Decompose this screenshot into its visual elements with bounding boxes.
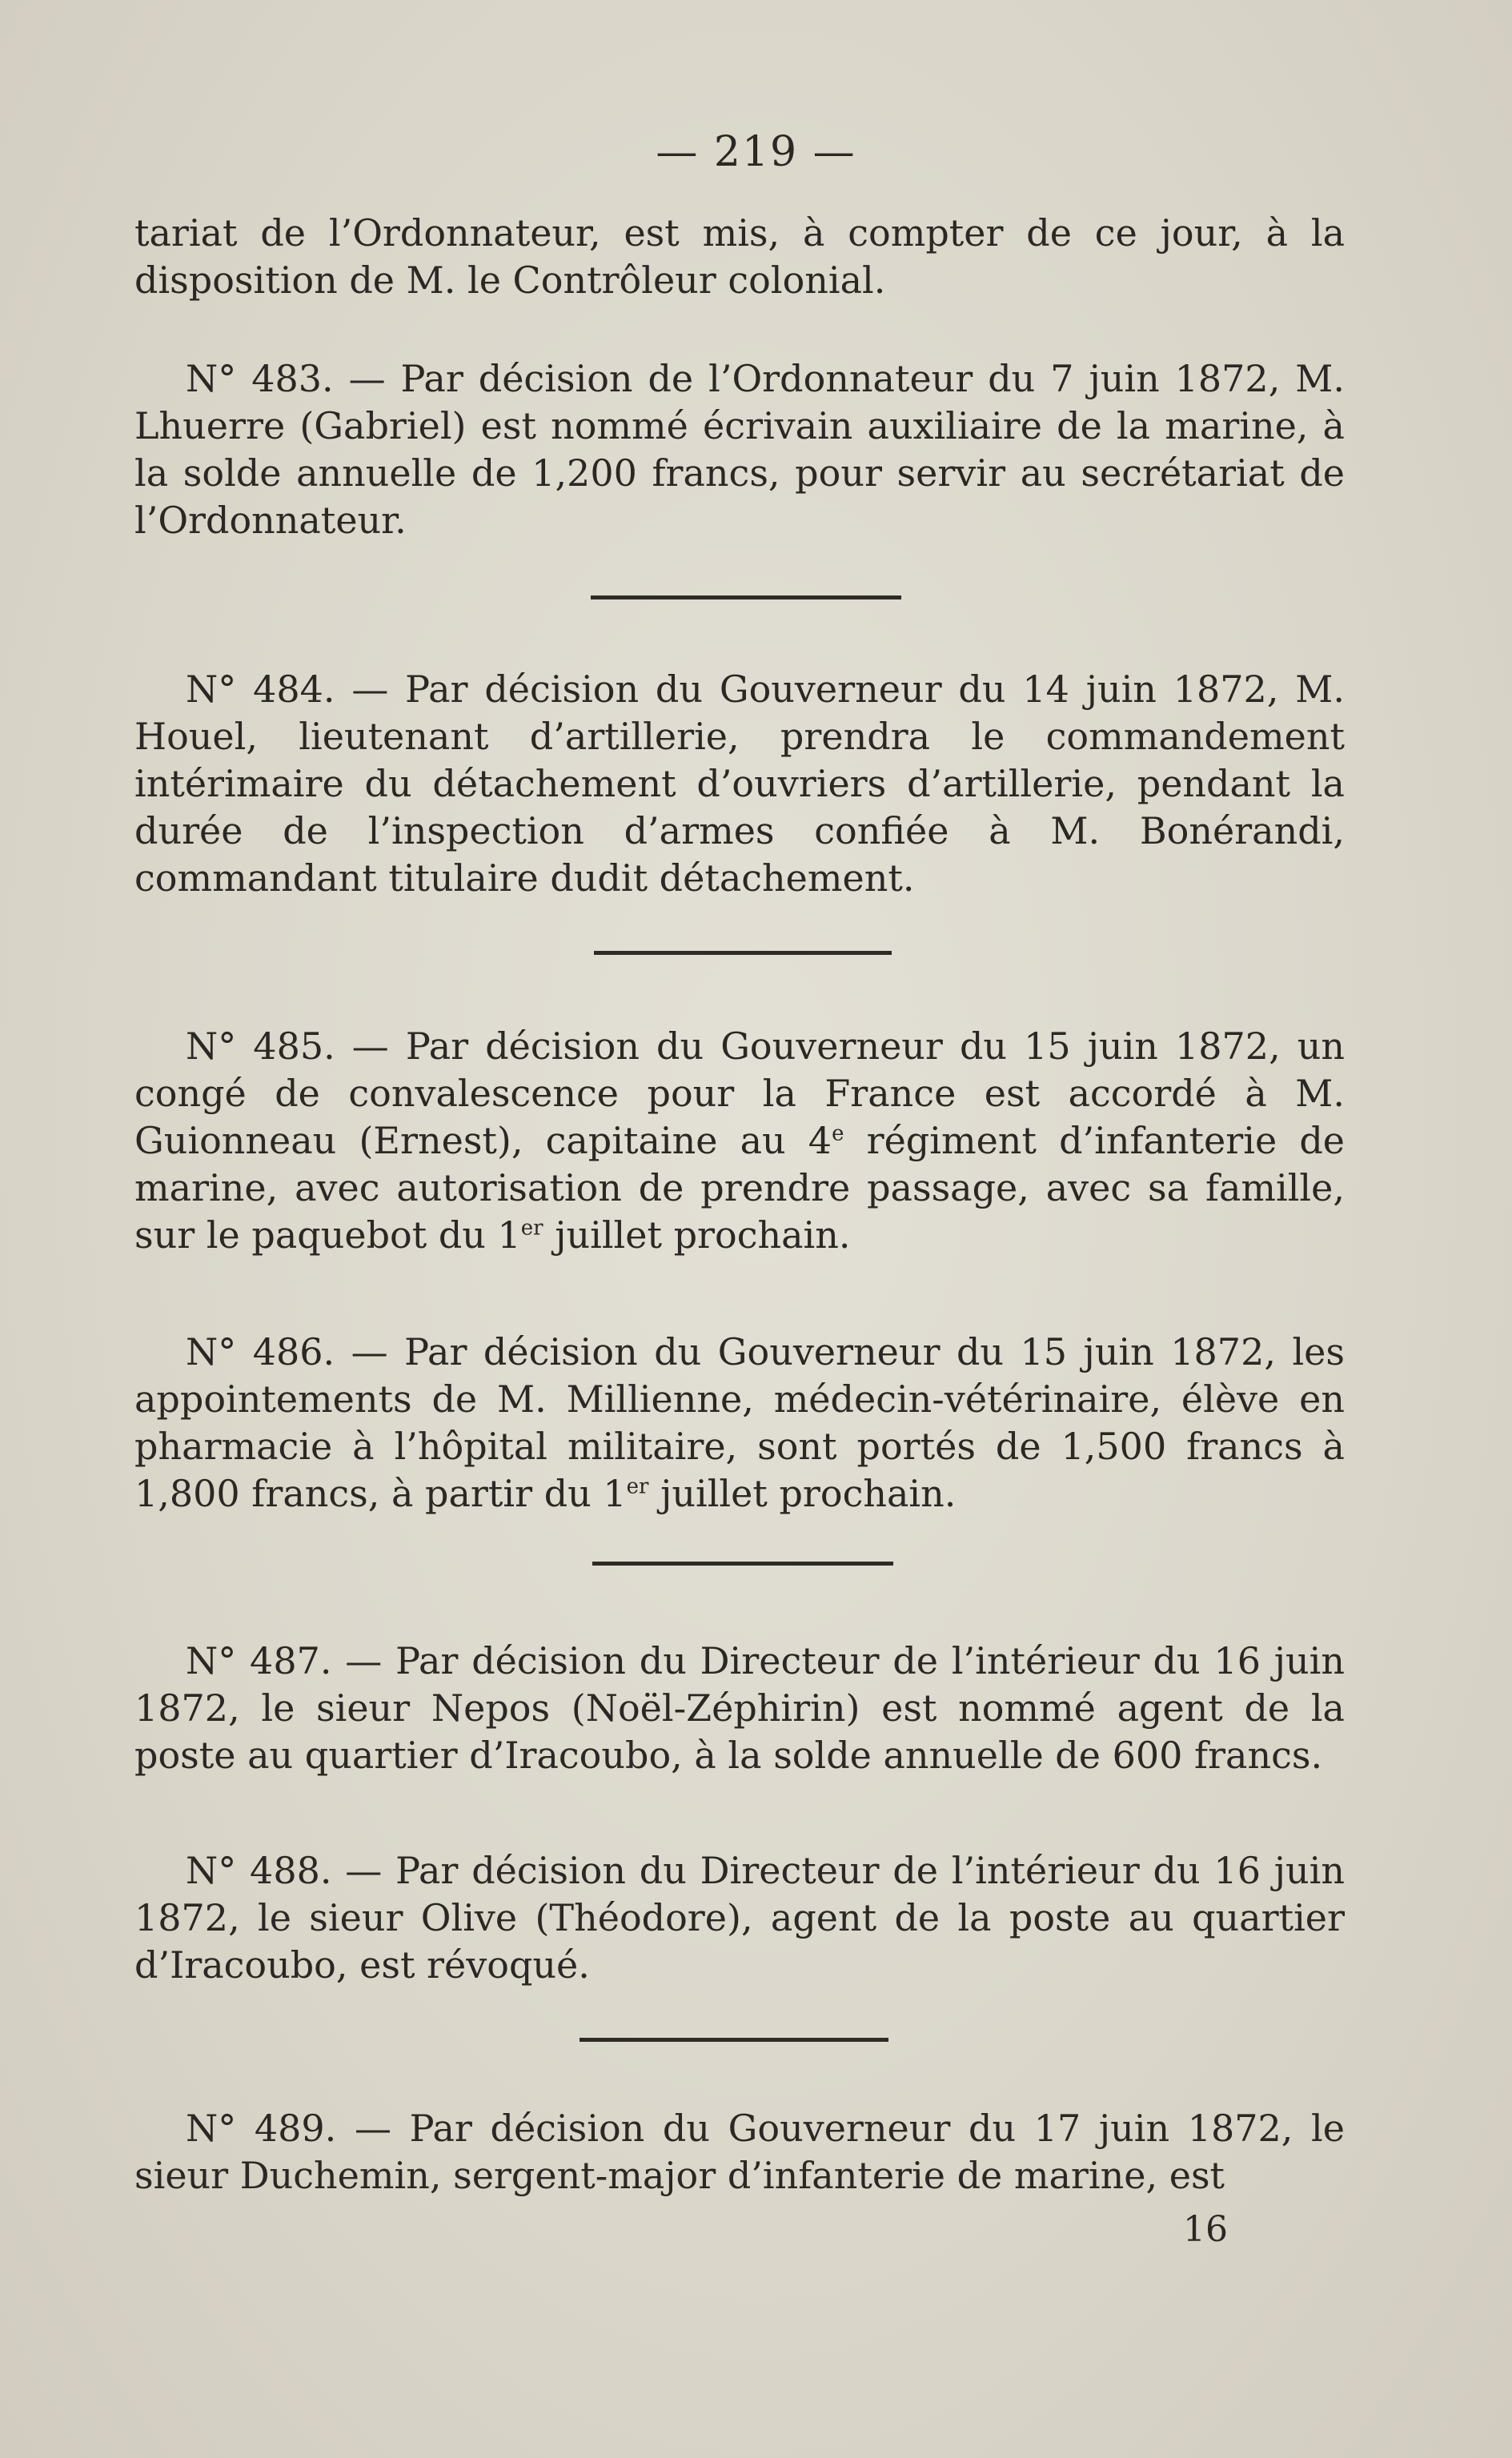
signature-mark: 16 [1183, 2209, 1228, 2250]
paragraph-485 [134, 1023, 1345, 1259]
paragraph-text: tariat de l’Ordonnateur, est mis, à compter de ce jour, à la disposition de M. le Contrôleur colonial. [134, 211, 1345, 302]
paragraph-483 [134, 355, 1345, 544]
separator-rule [580, 2038, 888, 2042]
paragraph-484 [134, 666, 1345, 902]
paragraph-continuation [134, 210, 1345, 304]
paragraph-text: N° 487. — Par décision du Directeur de l’intérieur du 16 juin 1872, le sieur Nepos (Noël-Zéphirin) est nommé agent de la poste au quartier d’Iracoubo, à la solde annuelle de 600 francs. [134, 1639, 1345, 1777]
paragraph-text: N° 488. — Par décision du Directeur de l’intérieur du 16 juin 1872, le sieur Olive (Théodore), agent de la poste au quartier d’Iracoubo, est révoqué. [134, 1849, 1345, 1987]
paragraph-487 [134, 1638, 1345, 1779]
page-number: — 219 — [656, 128, 856, 176]
paragraph-text: N° 483. — Par décision de l’Ordonnateur du 7 juin 1872, M. Lhuerre (Gabriel) est nommé écrivain auxiliaire de la marine, à la solde annuelle de 1,200 francs, pour servir au secrétariat de l’Ordonnateur. [134, 357, 1345, 542]
paragraph-488 [134, 1847, 1345, 1989]
paragraph-text: N° 485. — Par décision du Gouverneur du 15 juin 1872, un congé de convalescence pour la France est accordé à M. Guionneau (Ernest), capitaine au 4e régiment d’infanterie de marine, avec autorisation de prendre passage, avec sa famille, sur le paquebot du 1er juillet prochain. [134, 1025, 1345, 1257]
separator-rule [594, 951, 892, 955]
paragraph-text: N° 489. — Par décision du Gouverneur du 17 juin 1872, le sieur Duchemin, sergent-major d’infanterie de marine, est [134, 2107, 1345, 2197]
separator-rule [592, 1562, 893, 1566]
paragraph-486 [134, 1329, 1345, 1518]
paragraph-text: N° 486. — Par décision du Gouverneur du 15 juin 1872, les appointements de M. Millienne, médecin-vétérinaire, élève en pharmacie à l’hôpital militaire, sont portés de 1,500 francs à 1,800 francs, à partir du 1er juillet prochain. [134, 1330, 1345, 1515]
paragraph-489 [134, 2105, 1345, 2199]
separator-rule [591, 595, 901, 599]
paragraph-text: N° 484. — Par décision du Gouverneur du 14 juin 1872, M. Houel, lieutenant d’artillerie, prendra le commandement intérimaire du détachement d’ouvriers d’artillerie, pendant la durée de l’inspection d’armes confiée à M. Bonérandi, commandant titulaire dudit détachement. [134, 668, 1345, 900]
